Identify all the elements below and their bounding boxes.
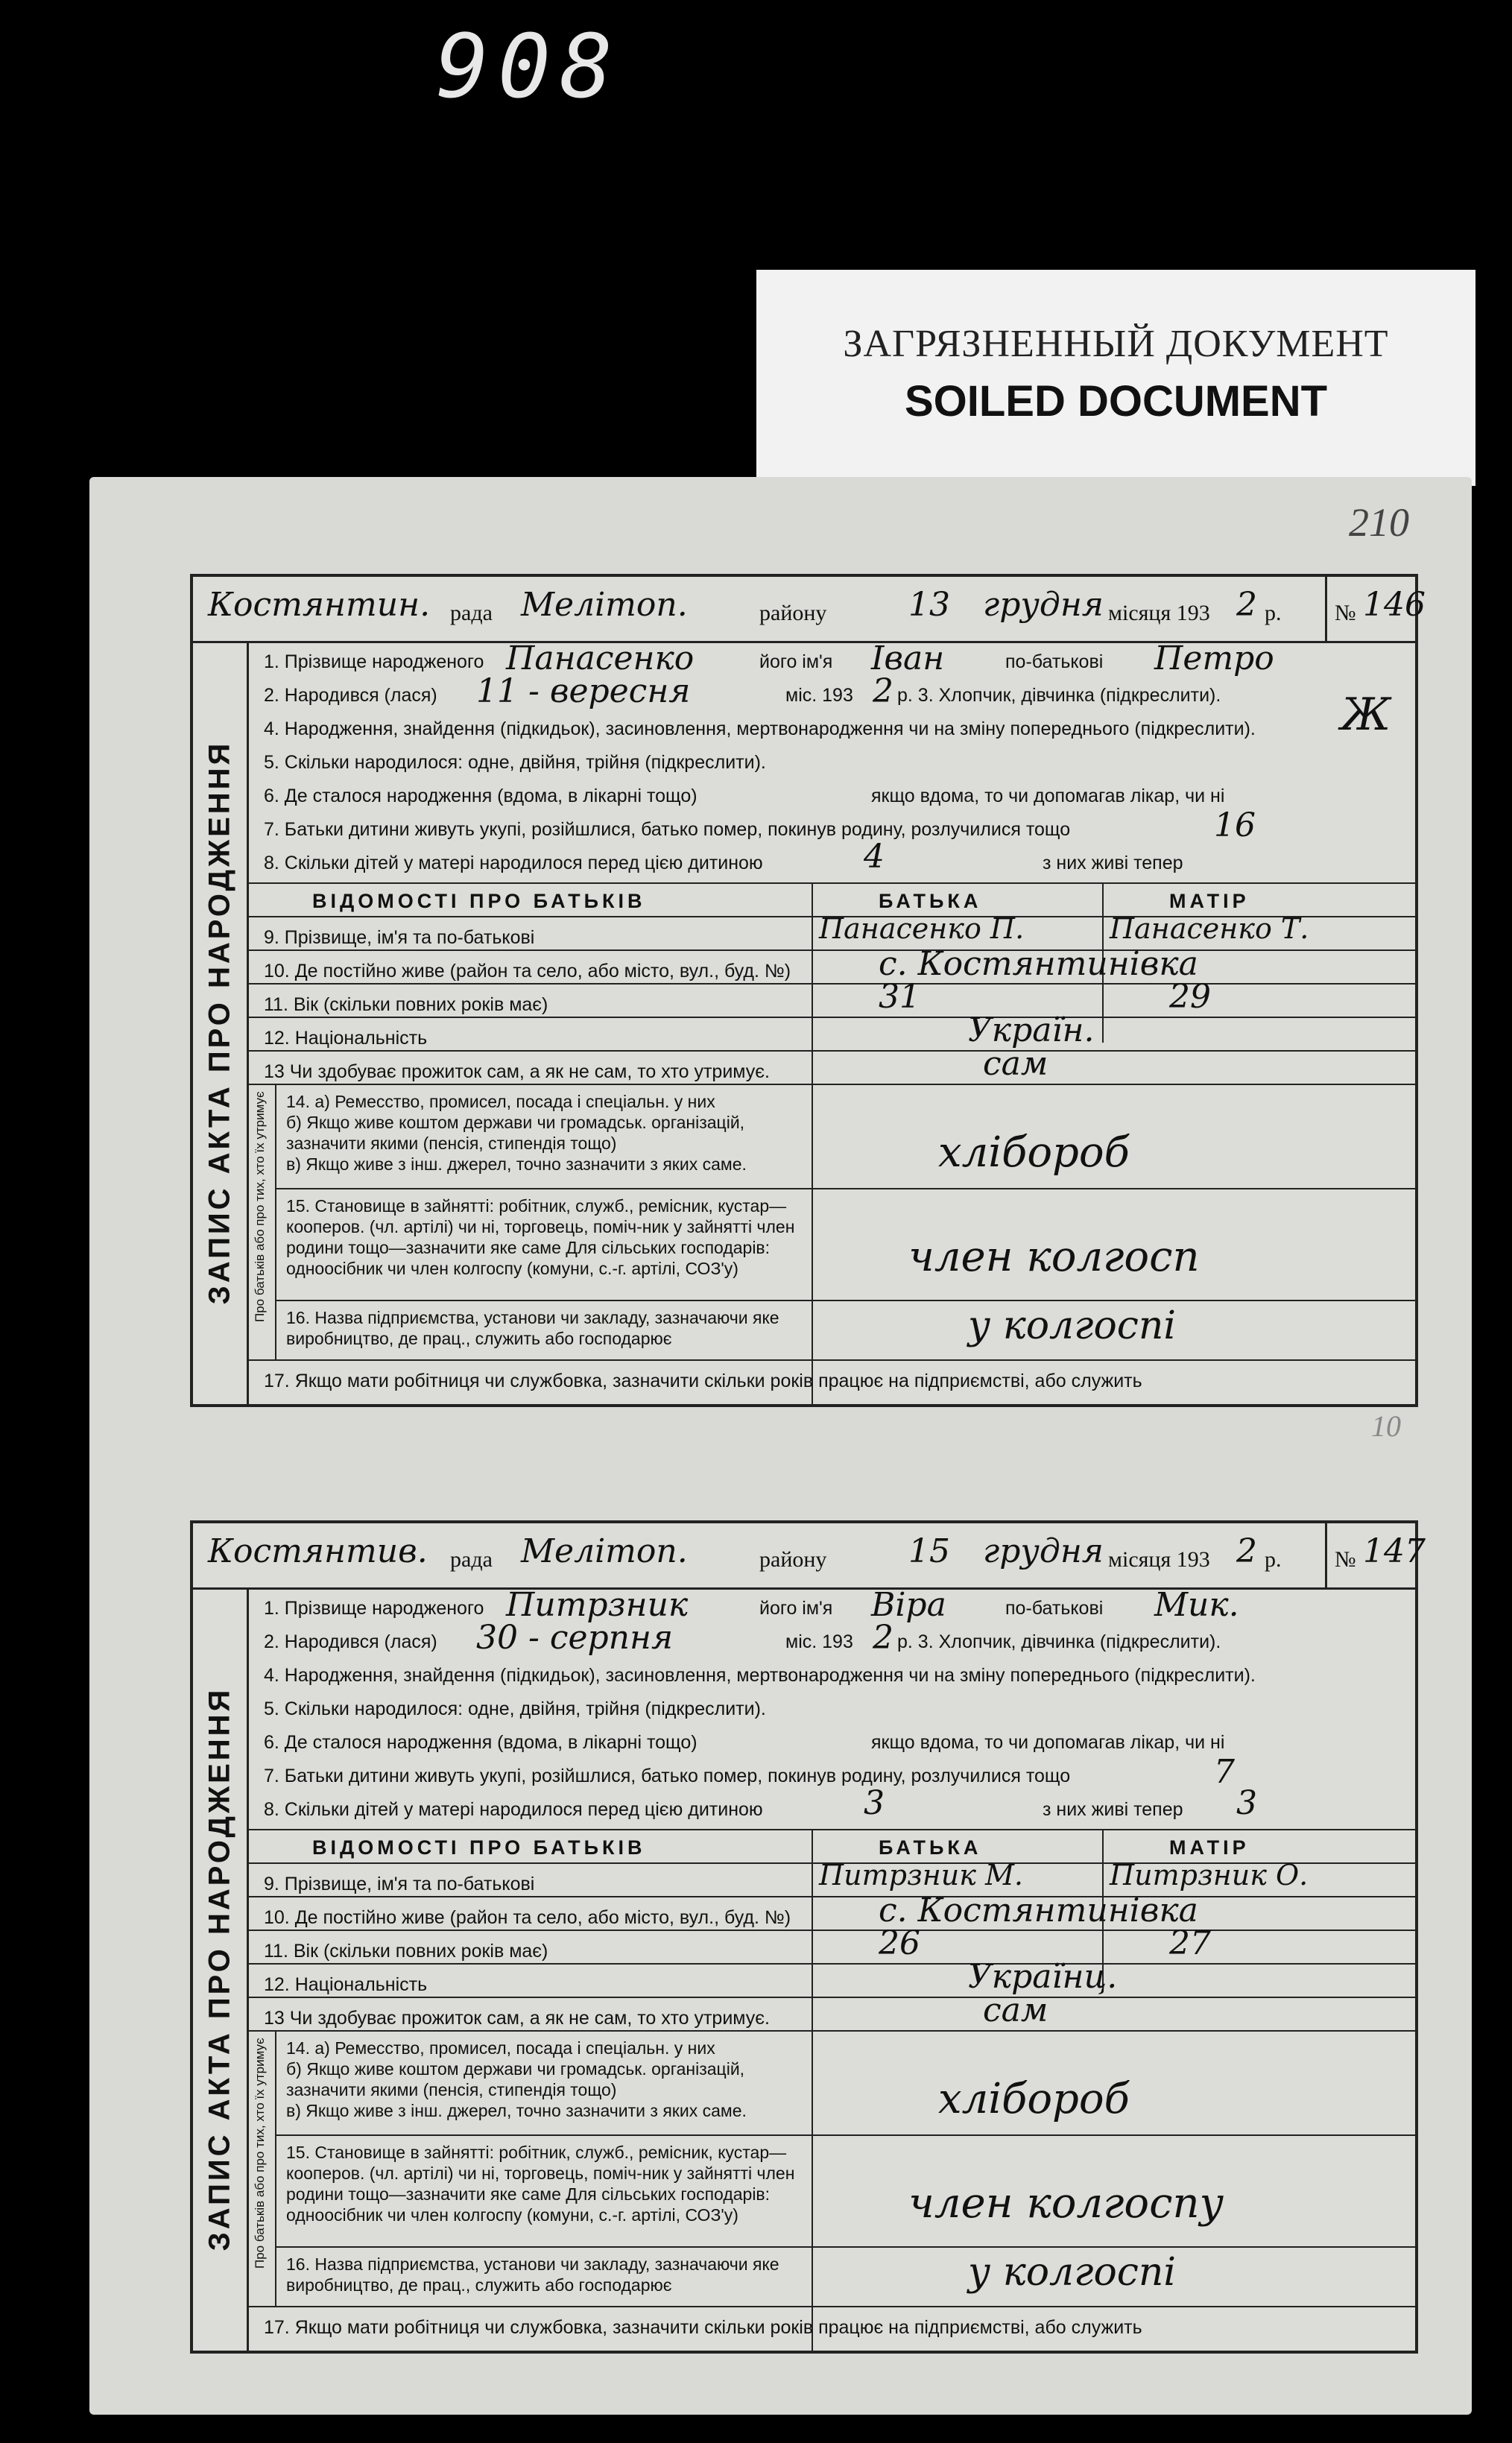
row-9-label: 9. Прізвище, ім'я та по-батькові: [264, 1874, 535, 1894]
year-suffix: р.: [1265, 601, 1282, 625]
line-2-label: 2. Народився (лася): [264, 1631, 437, 1652]
frame-number: 908: [436, 15, 622, 118]
children-before-value: 4: [864, 838, 885, 876]
line-6-end: якщо вдома, то чи допомагав лікар, чи ні: [871, 1732, 1225, 1753]
mother-age-value: 27: [1169, 1924, 1211, 1962]
line-8-label: 8. Скільки дітей у матері народилося перед цією дитиною: [264, 1799, 763, 1820]
support-value: сам: [983, 1991, 1048, 2029]
row-12-label: 12. Національність: [264, 1974, 428, 1995]
nationality-value: Україн.: [968, 1011, 1095, 1049]
birth-year-digit: 2: [873, 672, 893, 710]
parents-status-value: 16: [1214, 806, 1256, 844]
parents-divider: [812, 1829, 813, 2351]
row-17-label: 17. Якщо мати робітниця чи службовка, зазначити скільки років працює на підприємстві, або служить: [264, 1371, 1142, 1391]
line-4: 4. Народження, знайдення (підкидьок), засиновлення, мертвонародження чи на зміну попереднього (підкреслити).: [264, 718, 1256, 739]
mother-age-value: 29: [1169, 978, 1211, 1016]
row-line: [247, 1997, 1415, 1998]
record-number: 147: [1363, 1532, 1426, 1570]
row-line: [275, 1300, 1415, 1301]
register-page: [89, 477, 1472, 2415]
father-age-value: 31: [879, 978, 920, 1016]
soiled-label-ru: ЗАГРЯЗНЕННЫЙ ДОКУМЕНТ: [843, 323, 1389, 365]
row-17-label: 17. Якщо мати робітниця чи службовка, зазначити скільки років працює на підприємстві, або служить: [264, 2317, 1142, 2338]
given-name-value: Віра: [871, 1586, 946, 1624]
row-line: [247, 1017, 1415, 1018]
line-1-label: 1. Прізвище народженого: [264, 1598, 484, 1619]
rada-value: Костянтив.: [208, 1532, 428, 1570]
mother-column-header: МАТІР: [1169, 890, 1250, 912]
patronymic-value: Петро: [1154, 639, 1274, 677]
line-7-label: 7. Батьки дитини живуть укупі, розійшлися, батько помер, покинув родину, розлучилися тощо: [264, 1766, 1071, 1786]
row-14b-label: б) Якщо живе коштом держави чи громадськ. організацій, зазначити якими (пенсія, стипендія тощо): [286, 2059, 745, 2099]
row-line: [247, 1930, 1415, 1931]
row-11-label: 11. Вік (скільки повних років має): [264, 1941, 548, 1962]
row-16-label: 16. Назва підприємства, установи чи закладу, зазначаючи яке виробництво, де прац., служить або господарює: [286, 2254, 779, 2295]
row-14c-label: в) Якщо живе з інш. джерел, точно зазначити з яких саме.: [286, 1154, 747, 1174]
row-12-label: 12. Національність: [264, 1028, 428, 1049]
page-number: 210: [1349, 500, 1409, 545]
month-label: місяця 193: [1108, 1547, 1210, 1572]
parents-column-header: ВІДОМОСТІ ПРО БАТЬКІВ: [312, 890, 646, 912]
parents-divider: [812, 882, 813, 1404]
father-name-value: Питрзник М.: [819, 1859, 1023, 1891]
row-line: [247, 1359, 1415, 1361]
surname-value: Панасенко: [506, 639, 695, 677]
row-14a-label: 14. а) Ремесство, промисел, посада і спеціальн. у них: [286, 1092, 715, 1111]
father-name-value: Панасенко П.: [819, 912, 1025, 945]
rada-label: рада: [450, 601, 493, 625]
line-2-mid: міс. 193: [785, 1631, 853, 1652]
residence-value: с. Костянтинівка: [879, 945, 1198, 983]
note-divider: [275, 2030, 276, 2306]
line-2-end: р. 3. Хлопчик, дівчинка (підкреслити).: [897, 1631, 1221, 1652]
birth-year-digit: 2: [873, 1619, 893, 1657]
note-divider: [275, 1084, 276, 1359]
line-7-label: 7. Батьки дитини живуть укупі, розійшлися, батько помер, покинув родину, розлучилися тощо: [264, 819, 1071, 840]
record-number-box: [1325, 1523, 1426, 1587]
line-1-name-label: його ім'я: [759, 1598, 833, 1619]
day-value: 13: [908, 586, 950, 624]
side-title: ЗАПИС АКТА ПРО НАРОДЖЕННЯ: [203, 740, 236, 1305]
row-line: [275, 2246, 1415, 2248]
row-line: [247, 1084, 1415, 1085]
soiled-label-en: SOILED DOCUMENT: [904, 377, 1328, 426]
month-label: місяця 193: [1108, 601, 1210, 625]
parents-status-value: 7: [1214, 1753, 1235, 1791]
raion-label: району: [759, 1547, 827, 1572]
number-label: №: [1335, 601, 1356, 625]
given-name-value: Іван: [871, 639, 945, 677]
side-title: ЗАПИС АКТА ПРО НАРОДЖЕННЯ: [203, 1687, 236, 2251]
line-4: 4. Народження, знайдення (підкидьок), засиновлення, мертвонародження чи на зміну попереднього (підкреслити).: [264, 1665, 1256, 1686]
nationality-value: Українц.: [968, 1958, 1118, 1996]
row-10-label: 10. Де постійно живе (район та село, або місто, вул., буд. №): [264, 961, 791, 982]
father-age-value: 26: [879, 1924, 920, 1962]
line-5: 5. Скільки народилося: одне, двійня, трійня (підкреслити).: [264, 752, 766, 773]
father-column-header: БАТЬКА: [879, 890, 982, 912]
day-value: 15: [908, 1532, 950, 1570]
birth-record-147: [190, 1520, 1426, 2354]
line-1-patronymic-label: по-батькові: [1005, 1598, 1104, 1619]
line-6-end: якщо вдома, то чи допомагав лікар, чи ні: [871, 786, 1225, 806]
row-13-label: 13 Чи здобуває прожиток сам, а як не сам, то хто утримує.: [264, 2008, 770, 2029]
month-value: грудня: [983, 1532, 1104, 1570]
surname-value: Питрзник: [506, 1586, 689, 1624]
row-15-label: 15. Становище в зайнятті: робітник, служб., ремісник, кустар—кооперов. (чл. артілі) чи ні, торговець, поміч-ник у зайнятті член родини тощо—зазначити яке саме Для сільських господарів: одноосібник чи член колгоспу (комуни, с.-г. артілі, СОЗ'у): [286, 1196, 795, 1278]
record-header: [193, 577, 1426, 643]
birth-date-value: 30 - серпня: [476, 1619, 674, 1657]
row-16-label: 16. Назва підприємства, установи чи закладу, зазначаючи яке виробництво, де прац., служить або господарює: [286, 1308, 779, 1348]
occupation-value: хлібороб: [938, 1128, 1130, 1177]
record-header: [193, 1523, 1426, 1590]
row-line: [247, 1896, 1415, 1897]
row-line: [247, 949, 1415, 951]
record-number-box: [1325, 577, 1426, 641]
rada-value: Костянтин.: [208, 586, 431, 624]
line-2-label: 2. Народився (лася): [264, 685, 437, 706]
parents-table-top: [247, 1829, 1415, 1830]
row-line: [247, 983, 1415, 985]
line-8-label: 8. Скільки дітей у матері народилося перед цією дитиною: [264, 853, 763, 873]
row-14a-label: 14. а) Ремесство, промисел, посада і спеціальн. у них: [286, 2038, 715, 2058]
row-9-label: 9. Прізвище, ім'я та по-батькові: [264, 927, 535, 948]
row-line: [247, 2306, 1415, 2307]
row-10-label: 10. Де постійно живе (район та село, або місто, вул., буд. №): [264, 1907, 791, 1928]
row-15-label: 15. Становище в зайнятті: робітник, служб., ремісник, кустар—кооперов. (чл. артілі) чи ні, торговець, поміч-ник у зайнятті член родини тощо—зазначити яке саме Для сільських господарів: одноосібник чи член колгоспу (комуни, с.-г. артілі, СОЗ'у): [286, 2143, 795, 2225]
workplace-value: у колгоспі: [968, 1303, 1176, 1348]
row-14c-label: в) Якщо живе з інш. джерел, точно зазначити з яких саме.: [286, 2101, 747, 2120]
month-value: грудня: [983, 586, 1104, 624]
margin-mark: Ж: [1341, 689, 1391, 741]
line-1-label: 1. Прізвище народженого: [264, 651, 484, 672]
birth-record-146: [190, 574, 1426, 1407]
parents-vertical-note: Про батьків або про тих, хто їх утримує: [253, 2038, 267, 2269]
raion-value: Мелітоп.: [521, 1532, 688, 1570]
children-alive-value: 3: [1236, 1784, 1257, 1822]
row-line: [275, 1188, 1415, 1189]
line-2-end: р. 3. Хлопчик, дівчинка (підкреслити).: [897, 685, 1221, 706]
residence-value: с. Костянтинівка: [879, 1891, 1198, 1930]
line-2-mid: міс. 193: [785, 685, 853, 706]
line-8-end: з них живі тепер: [1043, 853, 1183, 873]
occupation-value: хлібороб: [938, 2075, 1130, 2123]
father-column-header: БАТЬКА: [879, 1836, 982, 1859]
side-title-box: [193, 641, 249, 1404]
parents-vertical-note: Про батьків або про тих, хто їх утримує: [253, 1091, 267, 1322]
year-digit: 2: [1236, 586, 1257, 624]
parents-column-header: ВІДОМОСТІ ПРО БАТЬКІВ: [312, 1836, 646, 1859]
row-11-label: 11. Вік (скільки повних років має): [264, 994, 548, 1015]
mother-column-header: МАТІР: [1169, 1836, 1250, 1859]
line-6-label: 6. Де сталося народження (вдома, в лікарні тощо): [264, 1732, 698, 1753]
status-value: член колгоспу: [908, 2179, 1224, 2228]
number-label: №: [1335, 1547, 1356, 1572]
support-value: сам: [983, 1045, 1048, 1083]
row-line: [247, 1963, 1415, 1965]
workplace-value: у колгоспі: [968, 2250, 1176, 2295]
line-1-patronymic-label: по-батькові: [1005, 651, 1104, 672]
line-6-label: 6. Де сталося народження (вдома, в лікарні тощо): [264, 786, 698, 806]
parents-table-top: [247, 882, 1415, 884]
year-suffix: р.: [1265, 1547, 1282, 1572]
soiled-document-label: [756, 270, 1475, 486]
patronymic-value: Мик.: [1154, 1586, 1239, 1624]
status-value: член колгосп: [908, 1233, 1200, 1281]
side-title-box: [193, 1587, 249, 2351]
children-before-value: 3: [864, 1784, 885, 1822]
record-number: 146: [1363, 586, 1426, 624]
margin-note: 10: [1371, 1409, 1401, 1443]
birth-date-value: 11 - вересня: [476, 672, 691, 710]
raion-value: Мелітоп.: [521, 586, 688, 624]
line-8-end: з них живі тепер: [1043, 1799, 1183, 1820]
row-13-label: 13 Чи здобуває прожиток сам, а як не сам, то хто утримує.: [264, 1061, 770, 1082]
year-digit: 2: [1236, 1532, 1257, 1570]
raion-label: району: [759, 601, 827, 625]
row-14b-label: б) Якщо живе коштом держави чи громадськ. організацій, зазначити якими (пенсія, стипендія тощо): [286, 1113, 745, 1153]
mother-name-value: Питрзник О.: [1110, 1859, 1309, 1891]
rada-label: рада: [450, 1547, 493, 1572]
line-5: 5. Скільки народилося: одне, двійня, трійня (підкреслити).: [264, 1698, 766, 1719]
row-line: [247, 2030, 1415, 2032]
mother-name-value: Панасенко Т.: [1110, 912, 1309, 945]
row-line: [275, 2134, 1415, 2136]
row-line: [247, 1050, 1415, 1052]
line-1-name-label: його ім'я: [759, 651, 833, 672]
